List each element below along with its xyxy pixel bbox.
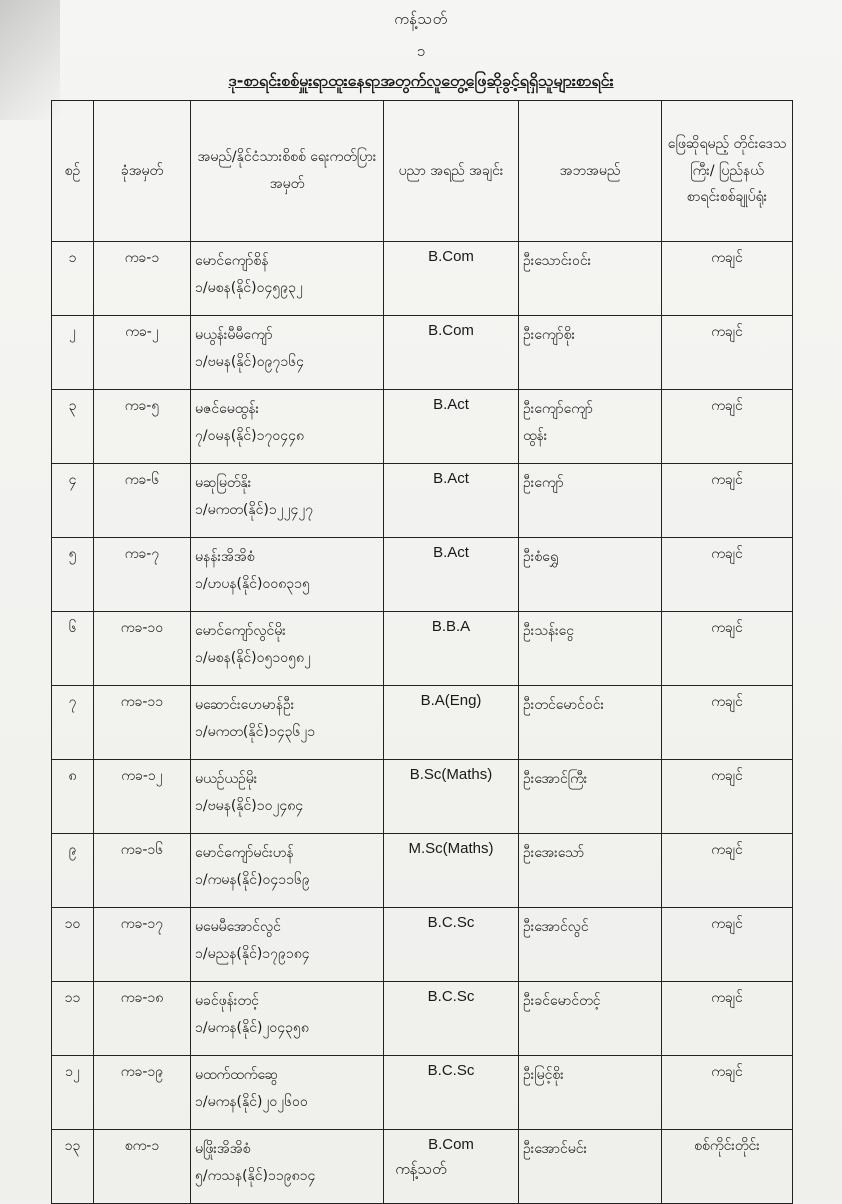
father-cell [519, 316, 662, 390]
roll-number: ကခ-၁၉ [94, 1056, 191, 1130]
candidate-nrc: ၁/မစန(နိုင်)၀၄၅၉၃၂ [195, 279, 303, 296]
candidate-cell [191, 760, 384, 834]
col-header-roll: ခုံအမှတ် [94, 101, 191, 242]
table-row [52, 390, 793, 464]
candidate-nrc: ၁/မကတ(နိုင်)၁၂၂၄၂၇ [195, 501, 314, 518]
table-row [52, 538, 793, 612]
father-cell [519, 390, 662, 464]
table-row [52, 834, 793, 908]
father-name: ဦးစံရွှေ [523, 549, 559, 565]
degree-cell [384, 390, 519, 464]
table-row [52, 982, 793, 1056]
degree-cell [384, 982, 519, 1056]
row-number: ၃ [52, 390, 94, 464]
degree-cell [384, 316, 519, 390]
degree: B.Com [428, 322, 474, 339]
degree: B.C.Sc [427, 1062, 475, 1079]
row-number: ၁၂ [52, 1056, 94, 1130]
table-row [52, 464, 793, 538]
exam-location: ကချင် [662, 612, 793, 686]
exam-location: ကချင် [662, 908, 793, 982]
exam-location: ကချင် [662, 760, 793, 834]
degree: B.A(Eng) [420, 692, 482, 709]
candidate-cell [191, 982, 384, 1056]
exam-location: ကချင် [662, 538, 793, 612]
candidate-name: မယဉ်ယဉ်မိုး [195, 771, 258, 787]
degree-cell [384, 908, 519, 982]
roll-number: ကခ-၁၇ [94, 908, 191, 982]
degree-cell [384, 760, 519, 834]
row-number: ၈ [52, 760, 94, 834]
father-name: ဦးအေးသော် [523, 845, 585, 861]
candidate-cell [191, 390, 384, 464]
row-number: ၁၀ [52, 908, 94, 982]
candidate-cell [191, 1056, 384, 1130]
roll-number: ကခ-၁၁ [94, 686, 191, 760]
degree: B.Act [433, 396, 469, 413]
father-name: ဦးသန်းငွေ [523, 623, 575, 639]
father-cell [519, 464, 662, 538]
row-number: ၁၃ [52, 1130, 94, 1204]
degree-cell [384, 612, 519, 686]
row-number: ၆ [52, 612, 94, 686]
exam-location: စစ်ကိုင်းတိုင်း [662, 1130, 793, 1204]
table-row [52, 908, 793, 982]
roll-number: ကခ-၁ [94, 242, 191, 316]
father-cell [519, 982, 662, 1056]
exam-location: ကချင် [662, 464, 793, 538]
candidate-nrc: ၁/မကတ(နိုင်)၁၄၃၆၂၁ [195, 723, 316, 740]
degree-cell [384, 538, 519, 612]
table-row [52, 686, 793, 760]
candidate-name: မဇင်မေထွန်း [195, 401, 260, 417]
degree-cell [384, 686, 519, 760]
candidate-name: မယွန်းမီမီကျော် [195, 327, 273, 343]
candidate-name: မဆောင်းဟေမာန်ဦး [195, 697, 295, 713]
father-cell [519, 242, 662, 316]
candidate-name: မနန်းအိအိစံ [195, 549, 255, 565]
candidate-nrc: ၁/မကန(နိုင်)၂၀၂၆၀၀ [195, 1093, 308, 1110]
father-name: ဦးကျော်ကျော် [523, 401, 593, 417]
table-header-row [52, 101, 793, 242]
candidate-cell [191, 612, 384, 686]
row-number: ၁ [52, 242, 94, 316]
father-name-cont: ထွန်း [523, 427, 548, 444]
table-row [52, 316, 793, 390]
candidate-nrc: ၁/ဗမန(နိုင်)၀၉၇၁၆၄ [195, 353, 305, 370]
row-number: ၇ [52, 686, 94, 760]
candidate-cell [191, 242, 384, 316]
roll-number: စက-၁ [94, 1130, 191, 1204]
col-header-location: ဖြေဆိုရမည့် တိုင်းဒေသကြီး/ ပြည်နယ် စာရင်းစစ်ချုပ်ရုံး [662, 101, 793, 242]
roll-number: ကခ-၁၆ [94, 834, 191, 908]
classification-footer: ကန့်သတ် [395, 1160, 447, 1178]
exam-location: ကချင် [662, 316, 793, 390]
degree: B.B.A [431, 618, 471, 635]
father-name: ဦးအောင်မင်း [523, 1141, 588, 1157]
candidate-cell [191, 538, 384, 612]
exam-location: ကချင် [662, 1056, 793, 1130]
candidate-nrc: ၁/ဗမန(နိုင်)၁၀၂၄၈၄ [195, 797, 304, 814]
father-cell [519, 612, 662, 686]
degree-cell [384, 464, 519, 538]
row-number: ၂ [52, 316, 94, 390]
roll-number: ကခ-၅ [94, 390, 191, 464]
candidate-nrc: ၁/မစန(နိုင်)၀၅၁၀၅၈၂ [195, 649, 311, 666]
father-name: ဦးခင်မောင်တင့် [523, 993, 601, 1009]
roll-number: ကခ-၇ [94, 538, 191, 612]
father-cell [519, 538, 662, 612]
col-header-degree: ပညာ အရည် အချင်း [384, 101, 519, 242]
col-header-father: အဘအမည် [519, 101, 662, 242]
candidate-nrc: ၁/မကန(နိုင်)၂၀၄၃၅၈ [195, 1019, 309, 1036]
candidate-cell [191, 908, 384, 982]
table-row [52, 1056, 793, 1130]
father-cell [519, 760, 662, 834]
degree: B.Act [433, 544, 469, 561]
candidate-name: မခင်ဖုန်းတင့် [195, 993, 259, 1009]
degree-cell [384, 834, 519, 908]
row-number: ၁၁ [52, 982, 94, 1056]
degree-cell [384, 1056, 519, 1130]
row-number: ၅ [52, 538, 94, 612]
father-name: ဦးကျော် [523, 475, 564, 491]
candidate-name: မောင်ကျော်မင်းဟန် [195, 845, 294, 861]
table-row [52, 612, 793, 686]
row-number: ၉ [52, 834, 94, 908]
candidate-nrc: ၇/ဝမန(နိုင်)၁၇၀၄၄၈ [195, 427, 304, 444]
father-cell [519, 1056, 662, 1130]
degree: B.C.Sc [427, 988, 475, 1005]
roll-number: ကခ-၂ [94, 316, 191, 390]
candidate-name: မောင်ကျော်စိန် [195, 253, 269, 269]
candidate-nrc: ၁/မညန(နိုင်)၁၇၉၁၈၄ [195, 945, 310, 962]
father-cell [519, 834, 662, 908]
father-name: ဦးမြင့်စိုး [523, 1067, 564, 1083]
degree: M.Sc(Maths) [408, 840, 494, 857]
classification-header: ကန့်သတ် [394, 10, 448, 28]
roll-number: ကခ-၆ [94, 464, 191, 538]
page-number: ၁ [416, 42, 426, 60]
candidate-cell [191, 686, 384, 760]
father-name: ဦးအောင်လွင် [523, 919, 589, 935]
roll-number: ကခ-၁၀ [94, 612, 191, 686]
candidate-name: မဆုမြတ်နိုး [195, 475, 252, 491]
father-cell [519, 908, 662, 982]
father-name: ဦးကျော်စိုး [523, 327, 576, 343]
exam-location: ကချင် [662, 982, 793, 1056]
exam-location: ကချင် [662, 686, 793, 760]
father-name: ဦးအောင်ကြီး [523, 771, 588, 787]
degree: B.Sc(Maths) [409, 766, 493, 783]
table-row [52, 242, 793, 316]
candidate-nrc: ၁/ဟပန(နိုင်)၀၀၈၃၁၅ [195, 575, 310, 592]
degree-cell [384, 242, 519, 316]
father-cell [519, 686, 662, 760]
exam-location: ကချင် [662, 242, 793, 316]
candidate-nrc: ၅/ကသန(နိုင်)၁၁၉၈၁၄ [195, 1167, 316, 1184]
candidate-name: မထက်ထက်ဆွေ [195, 1067, 279, 1083]
exam-location: ကချင် [662, 834, 793, 908]
degree: B.C.Sc [427, 914, 475, 931]
candidate-name: မမေမီအောင်လွင် [195, 919, 281, 935]
degree: B.Com [428, 248, 474, 265]
candidate-cell [191, 834, 384, 908]
candidate-name: မဖြိုးအိအိစံ [195, 1141, 251, 1157]
candidate-nrc: ၁/ကမန(နိုင်)၀၄၁၁၆၉ [195, 871, 310, 888]
candidate-cell [191, 464, 384, 538]
candidate-name: မောင်ကျော်လွင်မိုး [195, 623, 286, 639]
degree: B.Com [428, 1136, 474, 1153]
roll-number: ကခ-၁၈ [94, 982, 191, 1056]
col-header-no: စဉ် [52, 101, 94, 242]
candidate-cell [191, 316, 384, 390]
row-number: ၄ [52, 464, 94, 538]
exam-location: ကချင် [662, 390, 793, 464]
document-title: ဒု-စာရင်းစစ်မှူးရာထူးနေရာအတွက်လူတွေ့ဖြေဆိုခွင့်ရရှိသူများစာရင်း [228, 71, 614, 90]
roll-number: ကခ-၁၂ [94, 760, 191, 834]
col-header-name: အမည်/နိုင်ငံသားစိစစ် ရေးကတ်ပြားအမှတ် [191, 101, 384, 242]
candidate-table [51, 100, 793, 1204]
father-name: ဦးတင်မောင်ဝင်း [523, 697, 605, 713]
father-name: ဦးသောင်းဝင်း [523, 253, 592, 269]
table-row [52, 760, 793, 834]
degree: B.Act [433, 470, 469, 487]
